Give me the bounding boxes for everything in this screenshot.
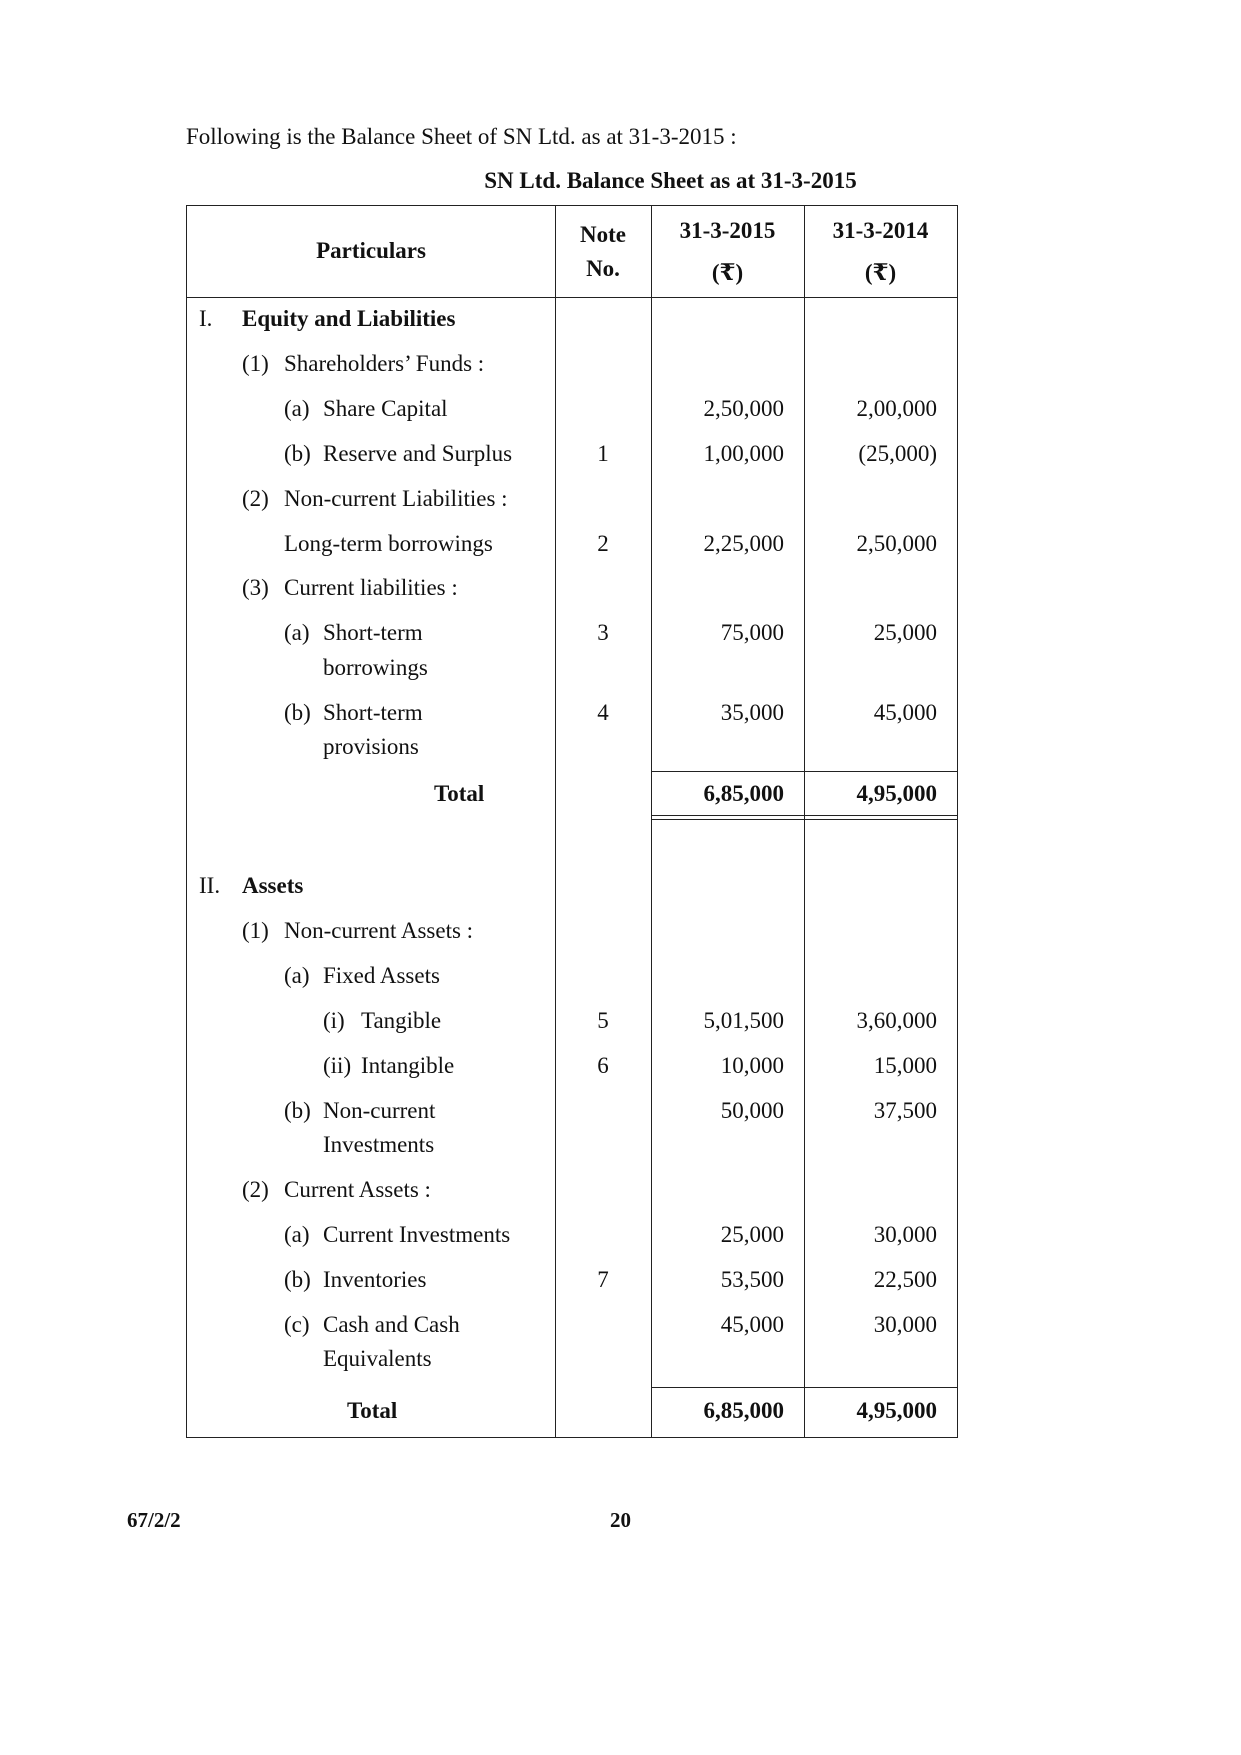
amount-2014: 2,50,000 bbox=[856, 531, 937, 556]
total-line-double bbox=[651, 819, 957, 820]
row-marker: (1) bbox=[242, 351, 269, 376]
header-2014-unit: (₹) bbox=[864, 260, 897, 285]
row-label: Non-current bbox=[323, 1098, 436, 1123]
row-marker: (a) bbox=[284, 396, 310, 421]
note-number: 1 bbox=[597, 441, 609, 466]
header-2015-unit: (₹) bbox=[711, 260, 744, 285]
row-marker: (2) bbox=[242, 1177, 269, 1202]
row-label: Reserve and Surplus bbox=[323, 441, 513, 466]
amount-2015: 35,000 bbox=[720, 700, 784, 725]
total-label: Total bbox=[347, 1398, 398, 1423]
col-divider bbox=[804, 206, 805, 1437]
note-number: 4 bbox=[597, 700, 609, 725]
total-label: Total bbox=[434, 781, 485, 806]
row-label-cont: Equivalents bbox=[323, 1346, 432, 1371]
section-marker: II. bbox=[199, 873, 221, 898]
amount-2014: 30,000 bbox=[873, 1312, 937, 1337]
row-marker: (a) bbox=[284, 620, 310, 645]
total-2015: 6,85,000 bbox=[703, 1398, 784, 1423]
row-marker: (b) bbox=[284, 1098, 311, 1123]
row-label: Share Capital bbox=[323, 396, 448, 421]
header-note-2: No. bbox=[586, 256, 620, 281]
row-marker: (ii) bbox=[323, 1053, 352, 1078]
amount-2014: 30,000 bbox=[873, 1222, 937, 1247]
amount-2015: 5,01,500 bbox=[703, 1008, 784, 1033]
amount-2015: 53,500 bbox=[720, 1267, 784, 1292]
amount-2015: 10,000 bbox=[720, 1053, 784, 1078]
page-number: 20 bbox=[610, 1508, 631, 1532]
row-label: Current Assets : bbox=[284, 1177, 431, 1202]
row-label: Fixed Assets bbox=[323, 963, 440, 988]
amount-2015: 75,000 bbox=[720, 620, 784, 645]
row-marker: (c) bbox=[284, 1312, 310, 1337]
total-line-top bbox=[651, 771, 957, 772]
row-label: Cash and Cash bbox=[323, 1312, 460, 1337]
amount-2014: (25,000) bbox=[858, 441, 937, 466]
row-marker: (i) bbox=[323, 1008, 345, 1033]
row-label: Shareholders’ Funds : bbox=[284, 351, 485, 376]
row-label-cont: borrowings bbox=[323, 655, 428, 680]
row-marker: (3) bbox=[242, 575, 269, 600]
amount-2014: 45,000 bbox=[873, 700, 937, 725]
row-label: Short-term bbox=[323, 620, 423, 645]
balance-sheet-table bbox=[186, 205, 958, 1438]
sheet-title: SN Ltd. Balance Sheet as at 31-3-2015 bbox=[484, 168, 857, 193]
row-label: Current Investments bbox=[323, 1222, 511, 1247]
row-label: Intangible bbox=[361, 1053, 455, 1078]
total-line-top-2 bbox=[651, 1387, 957, 1388]
intro-text: Following is the Balance Sheet of SN Ltd. as at 31-3-2015 : bbox=[186, 124, 737, 149]
header-2015: 31-3-2015 bbox=[679, 218, 776, 243]
amount-2014: 2,00,000 bbox=[856, 396, 937, 421]
section-marker: I. bbox=[199, 306, 213, 331]
row-marker: (b) bbox=[284, 700, 311, 725]
row-label: Non-current Assets : bbox=[284, 918, 474, 943]
row-label-cont: provisions bbox=[323, 734, 419, 759]
row-label: Long-term borrowings bbox=[284, 531, 493, 556]
paper-code: 67/2/2 bbox=[127, 1508, 181, 1532]
total-2015: 6,85,000 bbox=[703, 781, 784, 806]
amount-2015: 2,25,000 bbox=[703, 531, 784, 556]
total-2014: 4,95,000 bbox=[856, 781, 937, 806]
note-number: 5 bbox=[597, 1008, 609, 1033]
amount-2015: 1,00,000 bbox=[703, 441, 784, 466]
row-marker: (a) bbox=[284, 1222, 310, 1247]
header-2014: 31-3-2014 bbox=[832, 218, 929, 243]
col-divider bbox=[651, 206, 652, 1437]
row-marker: (b) bbox=[284, 1267, 311, 1292]
note-number: 7 bbox=[597, 1267, 609, 1292]
row-marker: (a) bbox=[284, 963, 310, 988]
row-label: Current liabilities : bbox=[284, 575, 458, 600]
amount-2014: 25,000 bbox=[873, 620, 937, 645]
section-heading: Equity and Liabilities bbox=[242, 306, 456, 331]
amount-2015: 25,000 bbox=[720, 1222, 784, 1247]
amount-2014: 15,000 bbox=[873, 1053, 937, 1078]
header-divider bbox=[187, 297, 957, 298]
note-number: 3 bbox=[597, 620, 609, 645]
note-number: 2 bbox=[597, 531, 609, 556]
row-label: Inventories bbox=[323, 1267, 427, 1292]
header-particulars: Particulars bbox=[316, 238, 426, 263]
row-label: Short-term bbox=[323, 700, 423, 725]
amount-2014: 22,500 bbox=[873, 1267, 937, 1292]
section-heading: Assets bbox=[242, 873, 304, 898]
amount-2015: 45,000 bbox=[720, 1312, 784, 1337]
amount-2014: 3,60,000 bbox=[856, 1008, 937, 1033]
total-2014: 4,95,000 bbox=[856, 1398, 937, 1423]
row-marker: (b) bbox=[284, 441, 311, 466]
row-label-cont: Investments bbox=[323, 1132, 435, 1157]
amount-2014: 37,500 bbox=[873, 1098, 937, 1123]
amount-2015: 50,000 bbox=[720, 1098, 784, 1123]
row-marker: (1) bbox=[242, 918, 269, 943]
row-marker: (2) bbox=[242, 486, 269, 511]
note-number: 6 bbox=[597, 1053, 609, 1078]
header-note-1: Note bbox=[580, 222, 626, 247]
row-label: Non-current Liabilities : bbox=[284, 486, 508, 511]
amount-2015: 2,50,000 bbox=[703, 396, 784, 421]
row-label: Tangible bbox=[361, 1008, 442, 1033]
total-line-bottom bbox=[651, 815, 957, 816]
col-divider bbox=[555, 206, 556, 1437]
